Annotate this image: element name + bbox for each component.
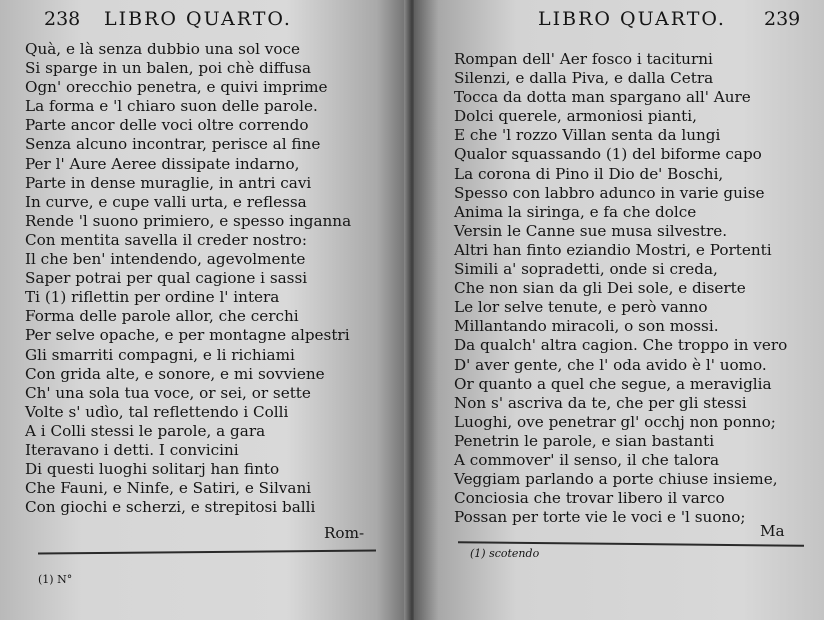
verse-line: Anima la siringa, e fa che dolce bbox=[454, 202, 697, 221]
verse-line: Con giochi e scherzi, e strepitosi balli bbox=[25, 498, 316, 517]
right-page-number: 239 bbox=[764, 8, 801, 30]
verse-line: A i Colli stessi le parole, a gara bbox=[25, 421, 266, 440]
verse-line: Il che ben' intendendo, agevolmente bbox=[25, 250, 306, 269]
verse-line: Che non sian da gli Dei sole, e diserte bbox=[454, 279, 746, 298]
verse-line: Si sparge in un balen, poi chè diffusa bbox=[25, 59, 312, 78]
verse-line: Parte ancor delle voci oltre correndo bbox=[25, 116, 309, 135]
verse-line: Da qualch' altra cagion. Che troppo in vero bbox=[454, 336, 788, 355]
verse-line: Gli smarriti compagni, e li richiami bbox=[25, 345, 295, 364]
verse-line: Tocca da dotta man spargano all' Aure bbox=[454, 88, 751, 107]
verse-line: Simili a' sopradetti, onde si creda, bbox=[454, 260, 718, 279]
verse-line: Senza alcuno incontrar, perisce al fine bbox=[25, 135, 321, 154]
verse-line: A commover' il senso, il che talora bbox=[454, 450, 720, 469]
verse-line: E che 'l rozzo Villan senta da lungi bbox=[454, 126, 721, 145]
verse-line: Non s' ascriva da te, che per gli stessi bbox=[454, 393, 747, 412]
verse-line: Per selve opache, e per montagne alpestri bbox=[25, 326, 350, 345]
verse-line: Or quanto a quel che segue, a meraviglia bbox=[454, 374, 772, 393]
verse-line: Millantando miracoli, o son mossi. bbox=[454, 317, 719, 336]
verse-line: Di questi luoghi solitarj han finto bbox=[25, 460, 280, 479]
verse-line: Versin le Canne sue musa silvestre. bbox=[454, 221, 728, 240]
verse-line: Quà, e là senza dubbio una sol voce bbox=[25, 40, 301, 58]
verse-line: Silenzi, e dalla Piva, e dalla Cetra bbox=[454, 69, 714, 88]
right-running-title: LIBRO QUARTO. bbox=[538, 8, 726, 30]
verse-line: Qualor squassando (1) del biforme capo bbox=[454, 145, 762, 164]
verse-line: Veggiam parlando a porte chiuse insieme, bbox=[454, 470, 778, 489]
verse-line: Parte in dense muraglie, in antri cavi bbox=[25, 173, 312, 192]
verse-line: D' aver gente, che l' oda avido è l' uomo. bbox=[454, 355, 767, 374]
verse-line: Ogn' orecchio penetra, e quivi imprime bbox=[25, 78, 328, 97]
right-text-block bbox=[454, 50, 787, 527]
left-catchword: Rom- bbox=[324, 524, 365, 542]
right-page bbox=[414, 0, 824, 620]
verse-line: Spesso con labbro adunco in varie guise bbox=[454, 183, 765, 202]
verse-line: La forma e 'l chiaro suon delle parole. bbox=[25, 97, 318, 116]
verse-line: Con mentita savella il creder nostro: bbox=[25, 230, 307, 249]
verse-line: Possan per torte vie le voci e 'l suono; bbox=[454, 508, 746, 527]
right-footnote-rule bbox=[458, 541, 804, 547]
verse-line: Rende 'l suono primiero, e spesso inganna bbox=[25, 211, 352, 230]
left-footnote: (1) N° bbox=[38, 573, 73, 586]
verse-line: Penetrin le parole, e sian bastanti bbox=[454, 431, 715, 450]
left-page bbox=[0, 0, 410, 620]
right-catchword: Ma bbox=[760, 522, 785, 540]
right-footnote: (1) scotendo bbox=[470, 547, 540, 560]
verse-line: Forma delle parole allor, che cerchi bbox=[25, 307, 299, 326]
verse-line: Conciosia che trovar libero il varco bbox=[454, 489, 725, 508]
verse-line: Ch' una sola tua voce, or sei, or sette bbox=[25, 383, 311, 402]
verse-line: In curve, e cupe valli urta, e reflessa bbox=[25, 192, 307, 211]
verse-line: Rompan dell' Aer fosco i taciturni bbox=[454, 50, 713, 68]
verse-line: Iteravano i detti. I convicini bbox=[25, 440, 239, 459]
left-page-number: 238 bbox=[44, 8, 81, 30]
left-footnote-rule bbox=[38, 550, 376, 555]
left-running-title: LIBRO QUARTO. bbox=[104, 8, 292, 30]
verse-line: Luoghi, ove penetrar gl' occhj non ponno; bbox=[454, 412, 776, 431]
verse-line: Saper potrai per qual cagione i sassi bbox=[25, 269, 308, 288]
verse-line: Le lor selve tenute, e però vanno bbox=[454, 298, 708, 317]
verse-line: Con grida alte, e sonore, e mi sovviene bbox=[25, 364, 325, 383]
verse-line: Per l' Aure Aeree dissipate indarno, bbox=[25, 154, 300, 173]
verse-line: Che Fauni, e Ninfe, e Satiri, e Silvani bbox=[25, 479, 312, 498]
left-text-block bbox=[25, 40, 351, 517]
verse-line: Dolci querele, armoniosi pianti, bbox=[454, 107, 697, 126]
verse-line: Ti (1) riflettin per ordine l' intera bbox=[25, 288, 280, 307]
verse-line: Altri han finto eziandio Mostri, e Portenti bbox=[454, 240, 772, 259]
verse-line: La corona di Pino il Dio de' Boschi, bbox=[454, 164, 724, 183]
verse-line: Volte s' udìo, tal reflettendo i Colli bbox=[25, 402, 289, 421]
